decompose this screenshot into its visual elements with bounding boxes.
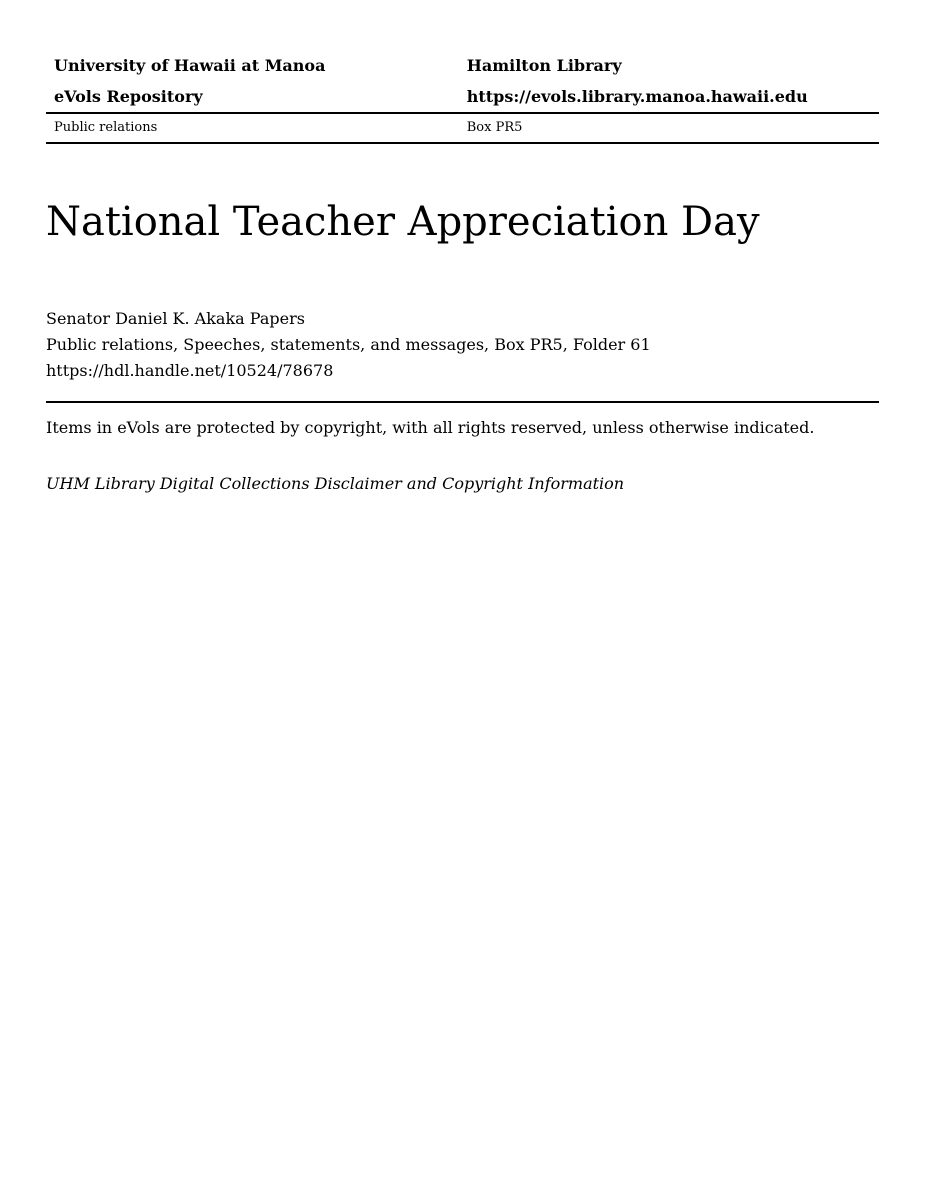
folder-location: Public relations, Speeches, statements, and messages, Box PR5, Folder 61 — [46, 335, 651, 354]
document-metadata — [46, 306, 879, 384]
series-name: Public relations — [46, 113, 459, 143]
header-row-location — [46, 113, 879, 143]
document-title: National Teacher Appreciation Day — [46, 199, 760, 245]
document-page — [46, 50, 879, 495]
section-divider — [46, 401, 879, 403]
header-table — [46, 50, 879, 144]
collection-name: Senator Daniel K. Akaka Papers — [46, 309, 305, 328]
repository-name: eVols Repository — [46, 81, 459, 113]
header-row-repository — [46, 81, 879, 113]
disclaimer-link[interactable]: UHM Library Digital Collections Disclaimer and Copyright Information — [46, 474, 625, 493]
handle-link[interactable]: https://hdl.handle.net/10524/78678 — [46, 361, 334, 380]
library-name: Hamilton Library — [466, 56, 622, 75]
institution-name: University of Hawaii at Manoa — [54, 56, 326, 75]
repository-url: https://evols.library.manoa.hawaii.edu — [459, 81, 879, 113]
box-label: Box PR5 — [459, 113, 879, 143]
header-row-top — [46, 50, 879, 81]
rights-statement: Items in eVols are protected by copyright, with all rights reserved, unless otherwise indicated. — [46, 418, 815, 437]
